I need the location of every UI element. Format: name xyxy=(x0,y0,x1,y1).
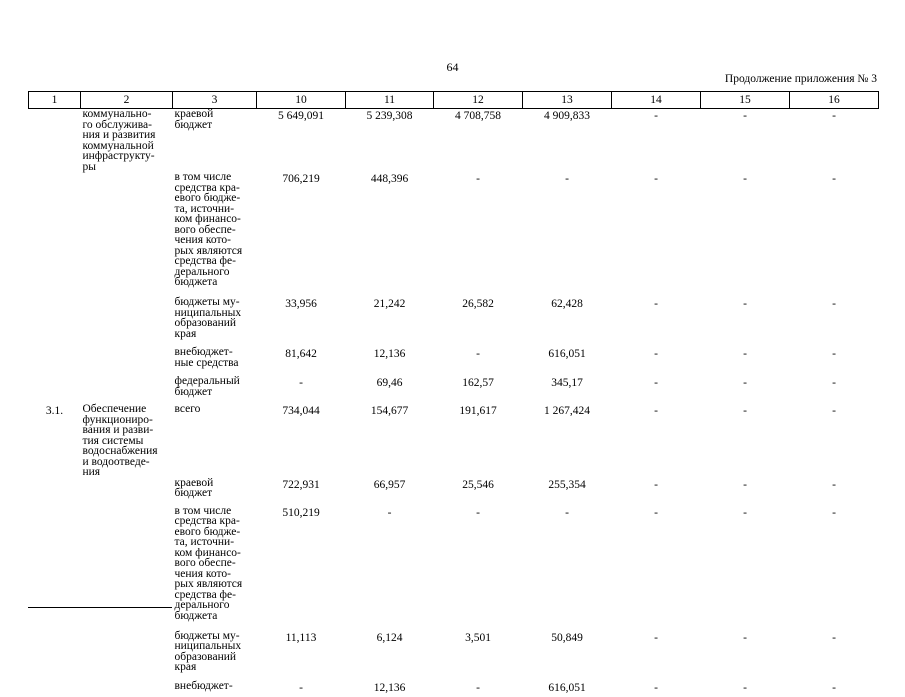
value-cell: - xyxy=(476,681,480,694)
row-number-cell xyxy=(29,347,81,376)
value-cell: - xyxy=(832,681,836,694)
value-cell: - xyxy=(476,348,480,360)
header-row xyxy=(29,92,879,109)
program-name-cell xyxy=(81,506,173,631)
funding-source-cell: всего xyxy=(174,403,201,415)
value-cell: - xyxy=(743,110,747,122)
table-row xyxy=(29,297,879,347)
value-cell: - xyxy=(654,405,658,417)
value-cell: 1 267,424 xyxy=(544,405,590,417)
value-cell: - xyxy=(743,631,747,644)
value-cell: - xyxy=(743,377,747,389)
value-cell: - xyxy=(832,348,836,360)
value-cell: 6,124 xyxy=(376,631,403,644)
value-cell: - xyxy=(743,173,747,185)
program-name-cell: Обеспечение функциониро- вания и разви- тия системы водоснабжения и водоотведе- ния xyxy=(82,403,158,478)
table-row xyxy=(29,376,879,404)
value-cell: - xyxy=(476,506,480,519)
value-cell: - xyxy=(832,478,836,491)
program-name-cell: коммунально- го обслужива- ния и развития коммунальной инфраструкту- ры xyxy=(82,108,156,173)
value-cell: 50,849 xyxy=(551,631,583,644)
funding-source-cell: в том числе средства кра- евого бюдже- та, источни- ком финансо- вого обеспе- чения кото- рых являются средства фе- дерального бюджета xyxy=(174,171,243,288)
value-cell: 69,46 xyxy=(376,377,403,389)
value-cell: - xyxy=(832,631,836,644)
value-cell: 722,931 xyxy=(282,478,320,491)
value-cell: - xyxy=(743,405,747,417)
program-name-cell xyxy=(81,172,173,297)
value-cell: - xyxy=(565,506,569,519)
value-cell: - xyxy=(832,173,836,185)
funding-source-cell: бюджеты му- ниципальных образований края xyxy=(174,296,242,340)
value-cell: - xyxy=(743,348,747,360)
value-cell: - xyxy=(743,681,747,694)
value-cell: 510,219 xyxy=(282,506,320,519)
footnote-divider xyxy=(28,607,172,608)
value-cell: - xyxy=(832,405,836,417)
table-row xyxy=(29,404,879,478)
header-cell-10: 10 xyxy=(257,92,346,109)
funding-source-cell: внебюджет- ные средства xyxy=(174,346,239,369)
value-cell: - xyxy=(654,173,658,185)
value-cell: 4 708,758 xyxy=(455,110,501,122)
value-cell: 734,044 xyxy=(282,405,320,417)
funding-source-cell: в том числе средства кра- евого бюдже- та, источни- ком финансо- вого обеспе- чения кото- рых являются средства фе- дерального бюджета xyxy=(174,504,243,622)
row-number-cell: 3.1. xyxy=(45,405,64,417)
value-cell: 62,428 xyxy=(551,298,583,310)
table-row xyxy=(29,506,879,631)
header-cell-12: 12 xyxy=(434,92,523,109)
value-cell: 66,957 xyxy=(373,478,406,491)
value-cell: 616,051 xyxy=(548,348,586,360)
value-cell: 81,642 xyxy=(285,348,317,360)
table-row xyxy=(29,631,879,681)
value-cell: - xyxy=(743,298,747,310)
value-cell: - xyxy=(476,173,480,185)
value-cell: - xyxy=(565,173,569,185)
value-cell: - xyxy=(832,298,836,310)
funding-source-cell: краевой бюджет xyxy=(174,108,214,131)
value-cell: 345,17 xyxy=(551,377,583,389)
value-cell: 21,242 xyxy=(373,298,406,310)
header-cell-1: 1 xyxy=(29,92,81,109)
value-cell: - xyxy=(743,506,747,519)
program-name-cell xyxy=(81,478,173,506)
value-cell: 5 239,308 xyxy=(366,110,413,122)
table-row xyxy=(29,347,879,376)
value-cell: 191,617 xyxy=(459,405,497,417)
value-cell: - xyxy=(832,110,836,122)
row-number-cell xyxy=(29,681,81,697)
value-cell: - xyxy=(654,681,658,694)
value-cell: 4 909,833 xyxy=(544,110,590,122)
value-cell: 33,956 xyxy=(285,298,317,310)
funding-source-cell: внебюджет- xyxy=(174,679,233,692)
value-cell: - xyxy=(299,681,303,694)
value-cell: - xyxy=(654,348,658,360)
budget-table xyxy=(28,91,878,697)
value-cell: 26,582 xyxy=(462,298,494,310)
program-name-cell xyxy=(81,376,173,404)
funding-source-cell: федеральный бюджет xyxy=(174,375,240,398)
program-name-cell xyxy=(81,681,173,697)
value-cell: 5 649,091 xyxy=(278,110,324,122)
value-cell: 162,57 xyxy=(462,377,494,389)
header-cell-15: 15 xyxy=(701,92,790,109)
table-body xyxy=(29,109,879,697)
program-name-cell xyxy=(81,631,173,681)
value-cell: 706,219 xyxy=(282,173,320,185)
continuation-caption: Продолжение приложения № 3 xyxy=(724,73,877,85)
value-cell: 616,051 xyxy=(548,681,586,694)
value-cell: 12,136 xyxy=(373,348,406,360)
header-cell-13: 13 xyxy=(523,92,612,109)
row-number-cell xyxy=(29,478,81,506)
funding-source-cell: краевой бюджет xyxy=(174,476,214,499)
value-cell: - xyxy=(654,298,658,310)
table-row xyxy=(29,109,879,173)
header-cell-11: 11 xyxy=(346,92,434,109)
row-number-cell xyxy=(29,172,81,297)
row-number-cell xyxy=(29,506,81,631)
value-cell: 255,354 xyxy=(548,478,586,491)
value-cell: 3,501 xyxy=(465,631,491,644)
program-name-cell xyxy=(81,347,173,376)
value-cell: - xyxy=(654,506,658,519)
row-number-cell xyxy=(29,631,81,681)
value-cell: - xyxy=(299,377,303,389)
row-number-cell xyxy=(29,297,81,347)
table-row xyxy=(29,172,879,297)
value-cell: 12,136 xyxy=(373,681,406,694)
value-cell: - xyxy=(654,631,658,644)
table-row xyxy=(29,681,879,697)
value-cell: - xyxy=(654,110,658,122)
header-cell-3: 3 xyxy=(173,92,257,109)
page-number: 64 xyxy=(446,60,459,74)
funding-source-cell: бюджеты му- ниципальных образований края xyxy=(174,629,242,673)
program-name-cell xyxy=(81,297,173,347)
header-cell-16: 16 xyxy=(790,92,879,109)
value-cell: - xyxy=(832,377,836,389)
value-cell: - xyxy=(387,506,392,519)
row-number-cell xyxy=(29,376,81,404)
value-cell: - xyxy=(654,478,658,491)
value-cell: 11,113 xyxy=(285,631,317,644)
row-number-cell xyxy=(29,109,81,173)
header-cell-14: 14 xyxy=(612,92,701,109)
table-row xyxy=(29,478,879,506)
value-cell: 448,396 xyxy=(370,173,409,185)
header-cell-2: 2 xyxy=(81,92,173,109)
value-cell: - xyxy=(743,478,747,491)
value-cell: - xyxy=(654,377,658,389)
value-cell: 25,546 xyxy=(462,478,494,491)
value-cell: 154,677 xyxy=(370,405,409,417)
value-cell: - xyxy=(832,506,836,519)
